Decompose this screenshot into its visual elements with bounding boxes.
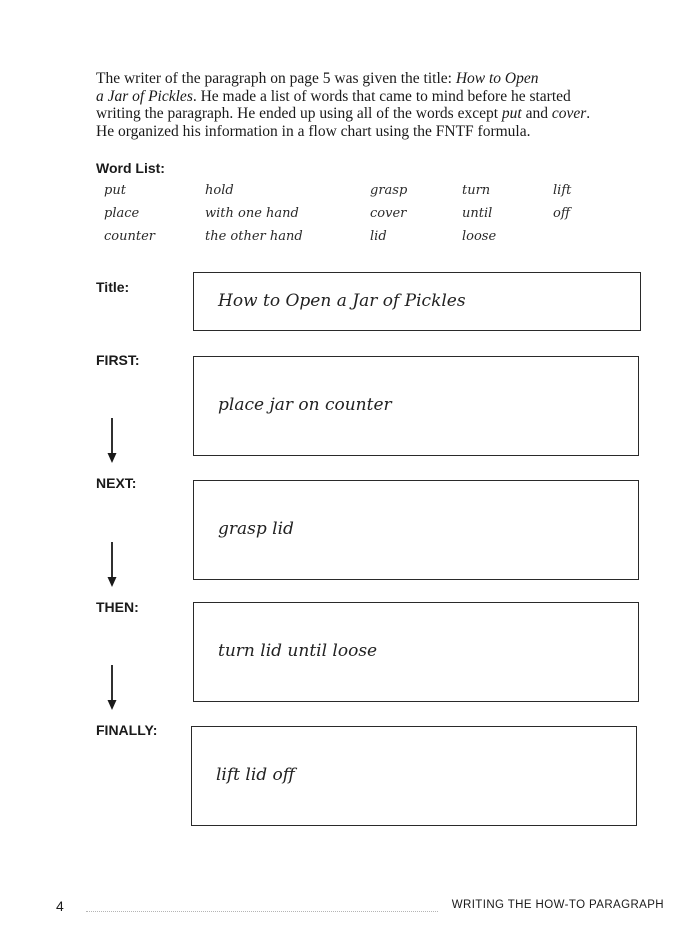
word-list-heading: Word List: xyxy=(96,160,165,176)
word-put: put xyxy=(104,183,126,198)
footer-dotted-leader xyxy=(86,911,438,912)
title-label: Title: xyxy=(96,279,130,295)
arrow-down-icon xyxy=(106,665,118,711)
intro-line-4: He organized his information in a flow chart using the FNTF formula. xyxy=(96,122,531,140)
word-grasp: grasp xyxy=(370,183,408,198)
next-label: NEXT: xyxy=(96,475,137,491)
word-cover: cover xyxy=(370,206,407,221)
word-counter: counter xyxy=(104,229,155,244)
word-lift: lift xyxy=(553,183,572,198)
arrow-down-icon xyxy=(106,542,118,588)
word-lid: lid xyxy=(370,229,387,244)
first-label: FIRST: xyxy=(96,352,140,368)
word-off: off xyxy=(553,206,571,221)
word-loose: loose xyxy=(462,229,497,244)
instructions-paragraph xyxy=(96,70,656,140)
then-answer: turn lid until loose xyxy=(218,641,378,661)
intro-line-3: writing the paragraph. He ended up using all of the words except put and cover. xyxy=(96,105,591,122)
next-box xyxy=(193,480,639,580)
first-box xyxy=(193,356,639,456)
word-with-one-hand: with one hand xyxy=(205,206,299,221)
intro-line-2: a Jar of Pickles. He made a list of words that came to mind before he started xyxy=(96,87,571,105)
intro-line-1: The writer of the paragraph on page 5 was given the title: How to Open xyxy=(96,70,539,87)
finally-label: FINALLY: xyxy=(96,722,158,738)
page-number: 4 xyxy=(56,898,64,914)
then-box xyxy=(193,602,639,702)
title-answer: How to Open a Jar of Pickles xyxy=(218,291,466,311)
arrow-down-icon xyxy=(106,418,118,464)
finally-box xyxy=(191,726,637,826)
word-until: until xyxy=(462,206,493,221)
title-box xyxy=(193,272,641,331)
next-answer: grasp lid xyxy=(218,519,294,539)
word-turn: turn xyxy=(462,183,491,198)
finally-answer: lift lid off xyxy=(216,765,295,785)
footer-section-title: WRITING THE HOW-TO PARAGRAPH xyxy=(451,899,664,911)
word-the-other-hand: the other hand xyxy=(205,229,303,244)
first-answer: place jar on counter xyxy=(218,395,392,415)
word-hold: hold xyxy=(205,183,234,198)
word-place: place xyxy=(104,206,140,221)
then-label: THEN: xyxy=(96,599,139,615)
